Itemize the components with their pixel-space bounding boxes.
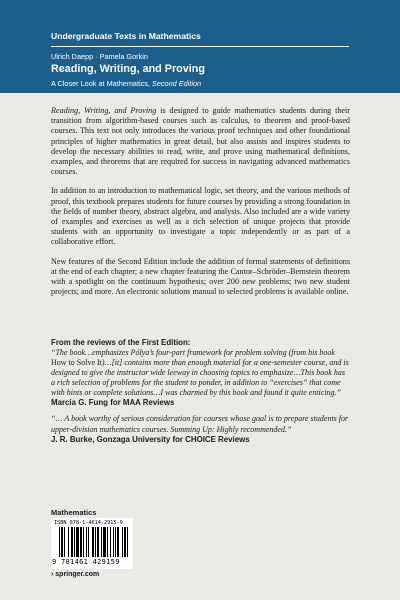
description-book-title: Reading, Writing, and Proving	[51, 106, 157, 115]
description-paragraph-2: In addition to an introduction to mathematical logic, set theory, and the various methods of proof, this textbook prepares students for future courses by providing a strong foundation in the fields of number theory, abstract algebra, and analysis. Also included are a wide variety of examples and exercises as well as a rich selection of unique projects that provide students with an opportunity to investigate a topic independently or as part of a collaborative effort.	[51, 186, 350, 247]
barcode	[51, 518, 133, 569]
reviews-section	[51, 338, 350, 445]
quote1-part-b: )…[it] contains more than enough material for a one-semester course, and is designed to give the instructor wide leeway in choosing topics to emphasize…This book has a rich selection of problems for the student to ponder, in addition to “exercises” that come with hints or complete solutions…I was charmed by this book and found it quite enticing.”	[51, 358, 349, 398]
description-paragraph-3: New features of the Second Edition include the addition of formal statements of definitions at the end of each chapter; a new chapter featuring the Cantor–Schröder–Bernstein theorem with a spotlight on the continuum hypothesis; over 200 new problems; two new student projects; and more. An electronic solutions manual to selected problems is available online.	[51, 256, 350, 297]
subtitle-main: A Closer Look at Mathematics,	[51, 79, 152, 88]
review-quote-1	[51, 348, 350, 398]
series-divider	[51, 46, 349, 47]
reviews-heading: From the reviews of the First Edition:	[51, 338, 191, 347]
quote1-part-a: “The book…emphasizes Pólya’s four-part framework for problem solving (from his book	[51, 348, 335, 357]
description	[51, 106, 350, 297]
subject-category: Mathematics	[51, 508, 97, 517]
review-quote-2: “… A book worthy of serious consideration for courses whose goal is to prepare students for upper-division mathematics courses. Summing Up: Highly recommended.”	[51, 414, 349, 434]
review-attribution-1: Marcia G. Fung for MAA Reviews	[51, 398, 175, 408]
series-title: Undergraduate Texts in Mathematics	[51, 31, 201, 41]
isbn-label: ISBN 978-1-4614-2915-9	[54, 520, 123, 526]
authors: Ulrich Daepp · Pamela Gorkin	[51, 52, 148, 61]
description-paragraph-1	[51, 106, 350, 177]
subtitle-edition: Second Edition	[151, 79, 202, 88]
barcode-digits: 9 781461 429159	[52, 558, 120, 566]
barcode-bars-icon	[59, 527, 129, 557]
publisher-url[interactable]: › springer.com	[51, 571, 100, 578]
book-title: Reading, Writing, and Proving	[51, 63, 205, 75]
description-text-1: is designed to guide mathematics students during their transition from algorithm-based courses such as calculus, to theorem and proof-based courses. This text not only introduces the various proof techniques and other foundational principles of higher mathematics in great detail, but also assists and inspires students to develop the necessary abilities to read, write, and prove using mathematical definitions, examples, and theorems that are required for success in navigating advanced mathematics courses.	[51, 106, 350, 177]
book-subtitle	[51, 79, 201, 88]
quote1-book-title: How to Solve It	[51, 358, 102, 368]
review-attribution-2: J. R. Burke, Gonzaga University for CHOICE Reviews	[51, 434, 250, 444]
